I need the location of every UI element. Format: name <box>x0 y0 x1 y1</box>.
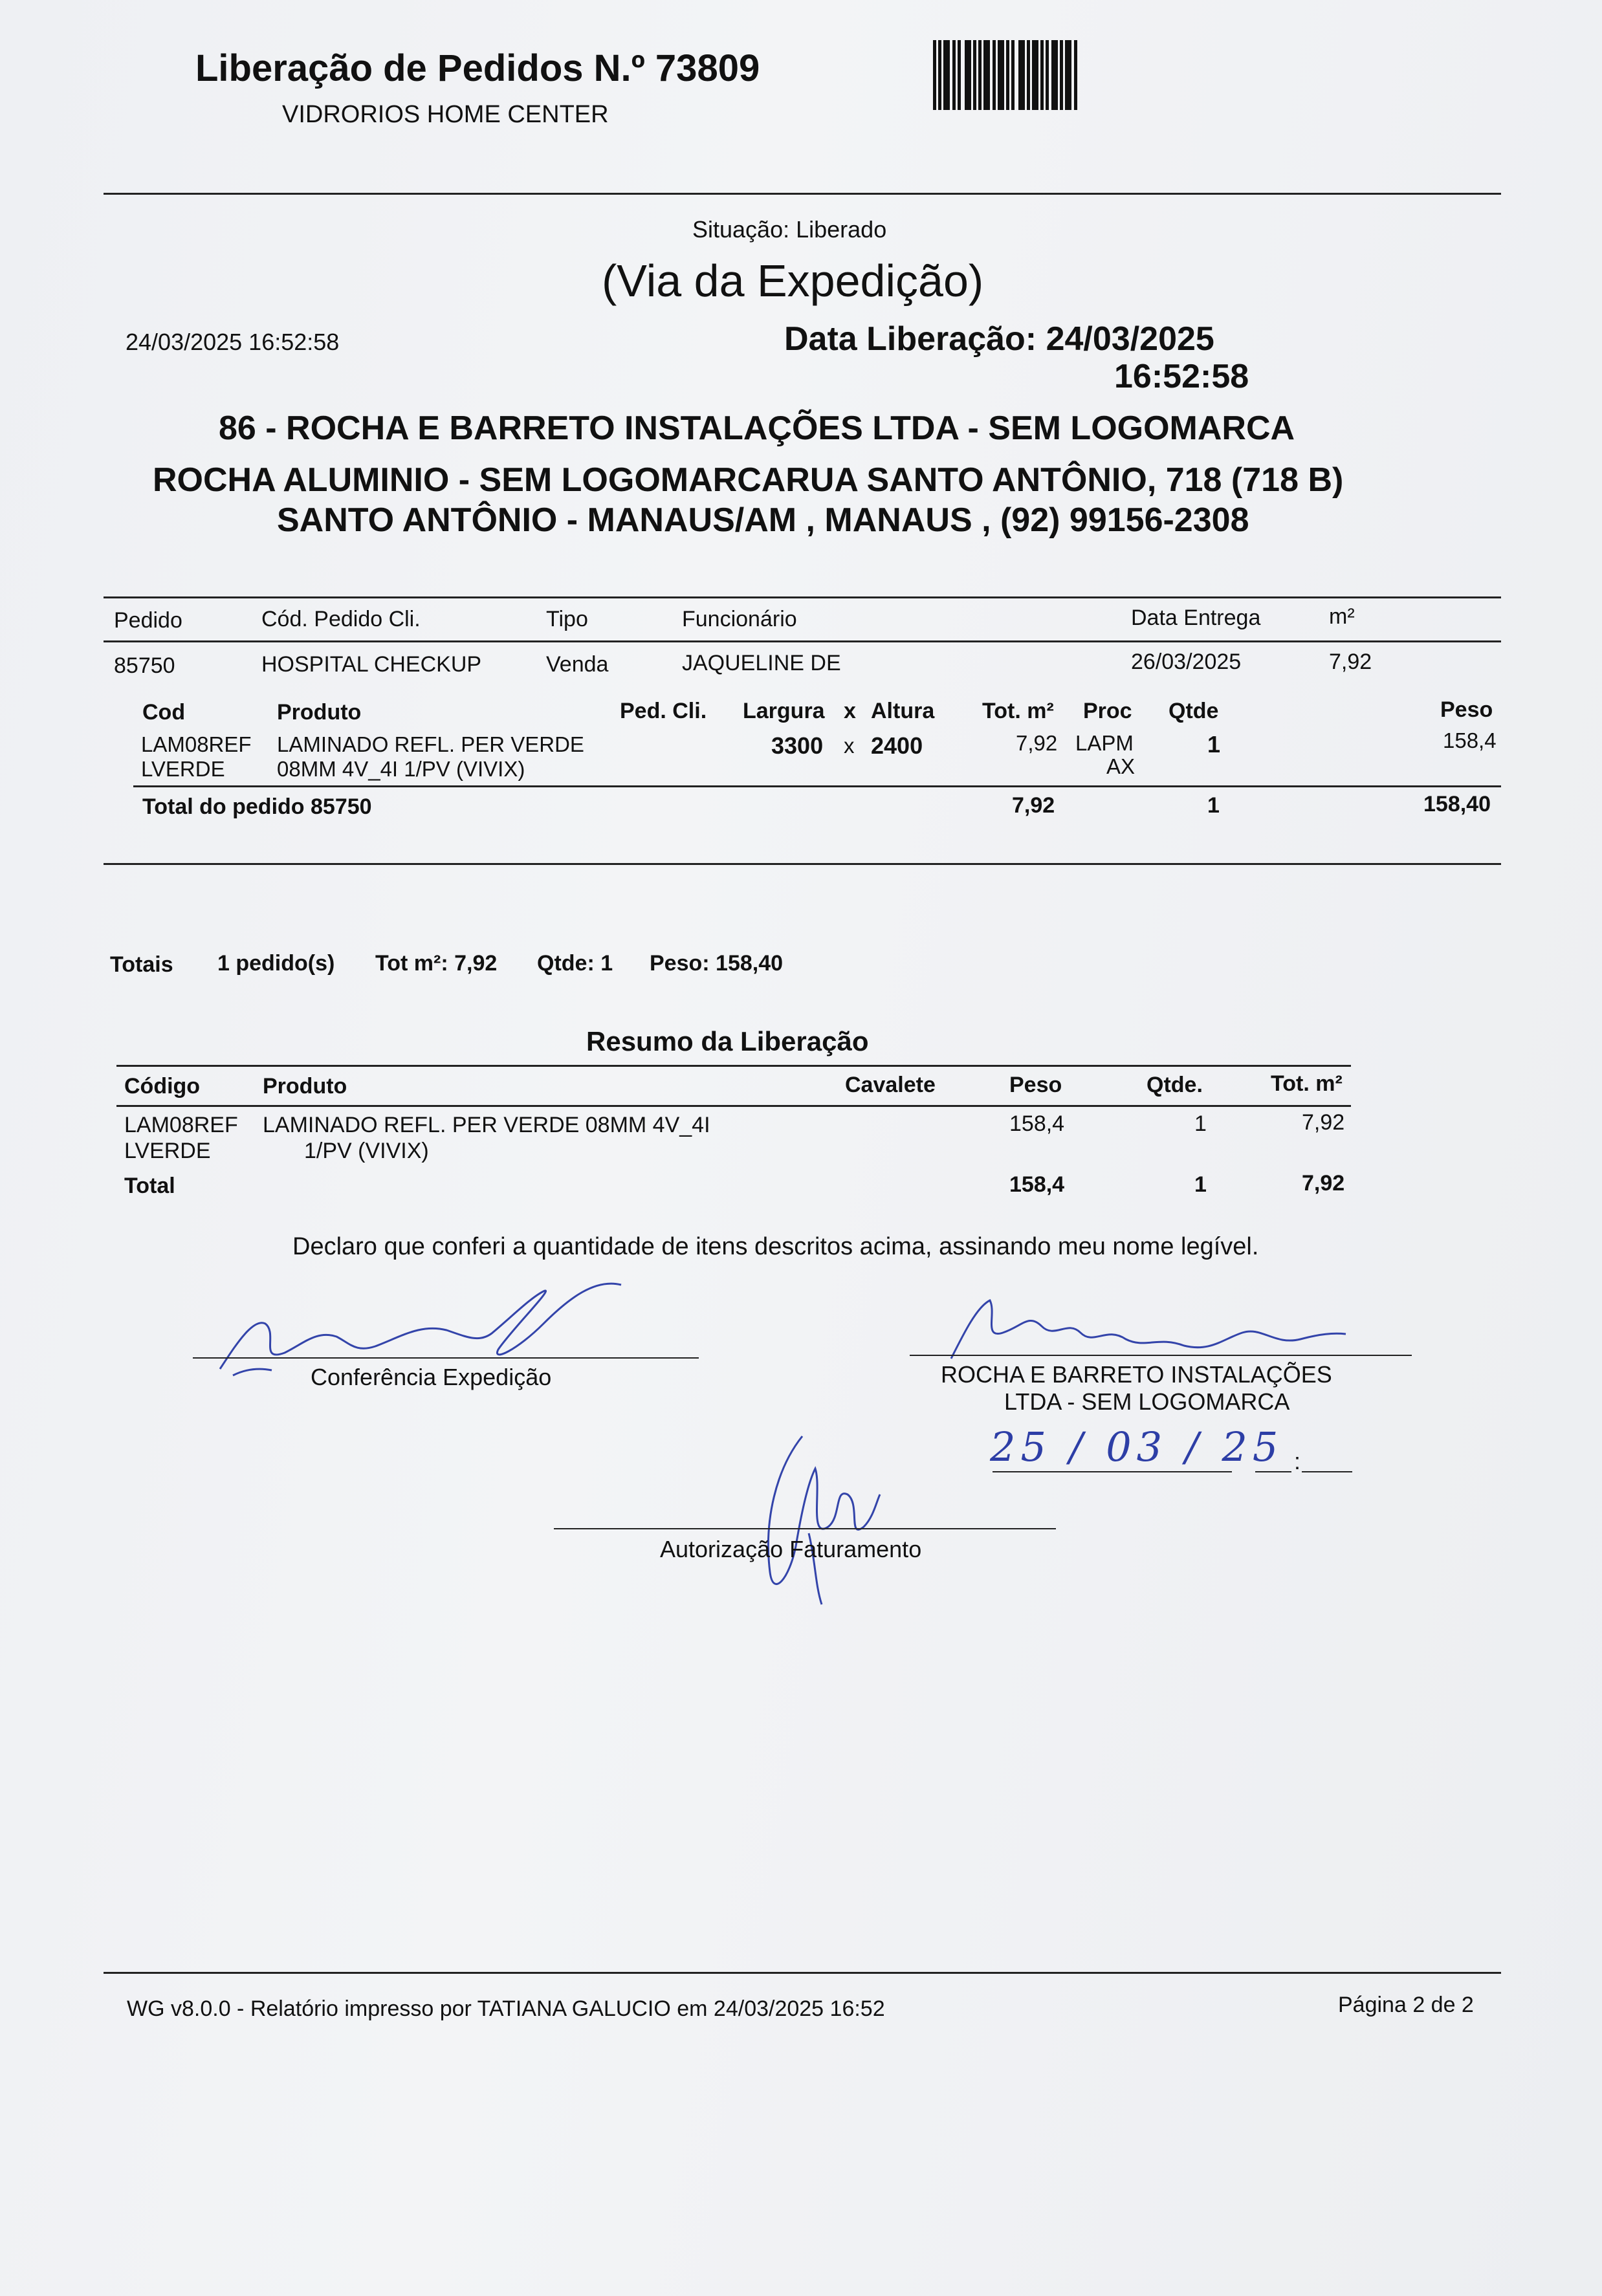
item-x: x <box>844 734 855 758</box>
summary-peso: 158,4 <box>1009 1111 1065 1136</box>
summary-qtde: 1 <box>1194 1111 1207 1136</box>
client-city-phone: SANTO ANTÔNIO - MANAUS/AM , MANAUS , (92) 99156-2308 <box>277 501 1249 539</box>
document-title: Liberação de Pedidos N.º 73809 <box>195 47 760 89</box>
order-total-peso: 158,40 <box>1423 792 1491 816</box>
totals-m2: Tot m²: 7,92 <box>375 951 498 976</box>
barcode-bar <box>1032 40 1038 110</box>
order-number: 85750 <box>114 653 175 678</box>
signature-autorizacao <box>738 1430 886 1611</box>
divider <box>133 785 1501 787</box>
order-total-m2: 7,92 <box>1012 793 1055 818</box>
divider <box>104 863 1501 865</box>
handwritten-date: 25 / 03 / 25 <box>990 1423 1284 1471</box>
order-type: Venda <box>546 652 609 677</box>
barcode-bar <box>983 40 990 110</box>
col-header-pedido: Pedido <box>114 608 182 633</box>
summary-header-tot-m2: Tot. m² <box>1271 1071 1343 1096</box>
barcode-bar <box>1051 40 1058 110</box>
summary-header-codigo: Código <box>124 1074 201 1099</box>
signature-label-client-line2: LTDA - SEM LOGOMARCA <box>1004 1388 1290 1415</box>
summary-codigo-line1: LAM08REF <box>124 1113 238 1137</box>
item-tot-m2: 7,92 <box>1016 731 1058 755</box>
order-total-label: Total do pedido 85750 <box>142 794 372 819</box>
item-header-tot-m2: Tot. m² <box>982 699 1054 723</box>
order-client-code: HOSPITAL CHECKUP <box>261 652 482 677</box>
col-header-m2: m² <box>1329 604 1355 629</box>
status-text: Situação: Liberado <box>692 216 887 243</box>
totals-qtde: Qtde: 1 <box>537 951 613 976</box>
item-header-largura: Largura <box>743 699 825 723</box>
release-time: 16:52:58 <box>1114 358 1249 395</box>
barcode-bar <box>998 40 1004 110</box>
barcode-bar <box>1074 40 1077 110</box>
divider <box>104 1972 1501 1974</box>
summary-total-peso: 158,4 <box>1009 1172 1065 1197</box>
item-header-produto: Produto <box>277 700 362 725</box>
item-header-peso: Peso <box>1440 697 1493 722</box>
release-date: Data Liberação: 24/03/2025 <box>784 320 1214 358</box>
summary-tot-m2: 7,92 <box>1302 1110 1345 1135</box>
signature-label-client-line1: ROCHA E BARRETO INSTALAÇÕES <box>941 1361 1332 1388</box>
item-peso: 158,4 <box>1443 728 1497 752</box>
divider <box>104 596 1501 598</box>
barcode-bar <box>943 40 950 110</box>
order-employee: JAQUELINE DE <box>682 651 841 675</box>
item-produto-line1: LAMINADO REFL. PER VERDE <box>277 732 584 756</box>
item-header-qtde: Qtde <box>1169 699 1219 723</box>
item-proc-line1: LAPM <box>1075 731 1134 755</box>
company-name: VIDRORIOS HOME CENTER <box>282 101 609 128</box>
item-cod-line2: LVERDE <box>141 757 225 781</box>
item-header-proc: Proc <box>1083 699 1132 723</box>
barcode-bar <box>965 40 971 110</box>
summary-codigo-line2: LVERDE <box>124 1139 211 1163</box>
summary-produto-line2: 1/PV (VIVIX) <box>304 1139 429 1163</box>
summary-header-qtde: Qtde. <box>1147 1073 1203 1097</box>
barcode-bar <box>1018 40 1025 110</box>
summary-title: Resumo da Liberação <box>586 1026 869 1056</box>
divider <box>104 640 1501 642</box>
summary-total-tot-m2: 7,92 <box>1302 1171 1345 1196</box>
totals-peso: Peso: 158,40 <box>650 951 784 976</box>
client-address: ROCHA ALUMINIO - SEM LOGOMARCARUA SANTO ANTÔNIO, 718 (718 B) <box>153 461 1344 499</box>
time-separator: : <box>1294 1448 1301 1474</box>
item-largura: 3300 <box>771 732 824 759</box>
item-header-ped-cli: Ped. Cli. <box>620 699 707 723</box>
col-header-tipo: Tipo <box>546 607 588 631</box>
barcode <box>933 40 1178 110</box>
time-line-minutes <box>1302 1471 1352 1472</box>
signature-label-conferencia: Conferência Expedição <box>311 1364 552 1390</box>
footer-report-info: WG v8.0.0 - Relatório impresso por TATIANA GALUCIO em 24/03/2025 16:52 <box>127 1996 885 2021</box>
col-header-data-entrega: Data Entrega <box>1131 606 1261 630</box>
item-header-cod: Cod <box>142 700 186 725</box>
date-line <box>993 1471 1232 1472</box>
item-proc-line2: AX <box>1106 754 1136 778</box>
client-name: 86 - ROCHA E BARRETO INSTALAÇÕES LTDA - SEM LOGOMARCA <box>219 410 1295 447</box>
declaration-text: Declaro que conferi a quantidade de itens descritos acima, assinando meu nome legível. <box>292 1233 1259 1260</box>
signature-client <box>938 1287 1352 1365</box>
item-cod-line1: LAM08REF <box>141 732 252 756</box>
footer-page-number: Página 2 de 2 <box>1338 1993 1474 2017</box>
item-produto-line2: 08MM 4V_4I 1/PV (VIVIX) <box>277 757 525 781</box>
summary-total-label: Total <box>124 1174 175 1198</box>
totals-pedidos: 1 pedido(s) <box>217 951 335 976</box>
col-header-cod-pedido: Cód. Pedido Cli. <box>261 607 421 631</box>
summary-total-qtde: 1 <box>1194 1172 1207 1197</box>
item-qtde: 1 <box>1207 731 1221 758</box>
time-line-hours <box>1255 1471 1291 1472</box>
signature-line-conferencia <box>193 1357 699 1359</box>
item-altura: 2400 <box>871 732 923 759</box>
print-timestamp: 24/03/2025 16:52:58 <box>126 329 340 355</box>
col-header-funcionario: Funcionário <box>682 607 797 631</box>
copy-type: (Via da Expedição) <box>602 256 984 306</box>
divider <box>116 1105 1351 1107</box>
barcode-bar <box>1065 40 1071 110</box>
summary-header-cavalete: Cavalete <box>845 1073 936 1097</box>
signature-line-autorizacao <box>554 1528 1056 1529</box>
item-header-altura: Altura <box>871 699 935 723</box>
divider <box>116 1065 1351 1067</box>
item-header-x: x <box>844 699 856 723</box>
order-m2: 7,92 <box>1329 650 1372 674</box>
signature-label-autorizacao: Autorização Faturamento <box>660 1536 922 1562</box>
totals-label: Totais <box>110 952 173 977</box>
order-delivery-date: 26/03/2025 <box>1131 650 1242 674</box>
summary-header-peso: Peso <box>1009 1073 1062 1097</box>
summary-header-produto: Produto <box>263 1074 347 1099</box>
order-total-qtde: 1 <box>1207 793 1220 818</box>
summary-produto-line1: LAMINADO REFL. PER VERDE 08MM 4V_4I <box>263 1113 710 1137</box>
signature-line-client <box>910 1355 1412 1356</box>
divider <box>104 193 1501 195</box>
